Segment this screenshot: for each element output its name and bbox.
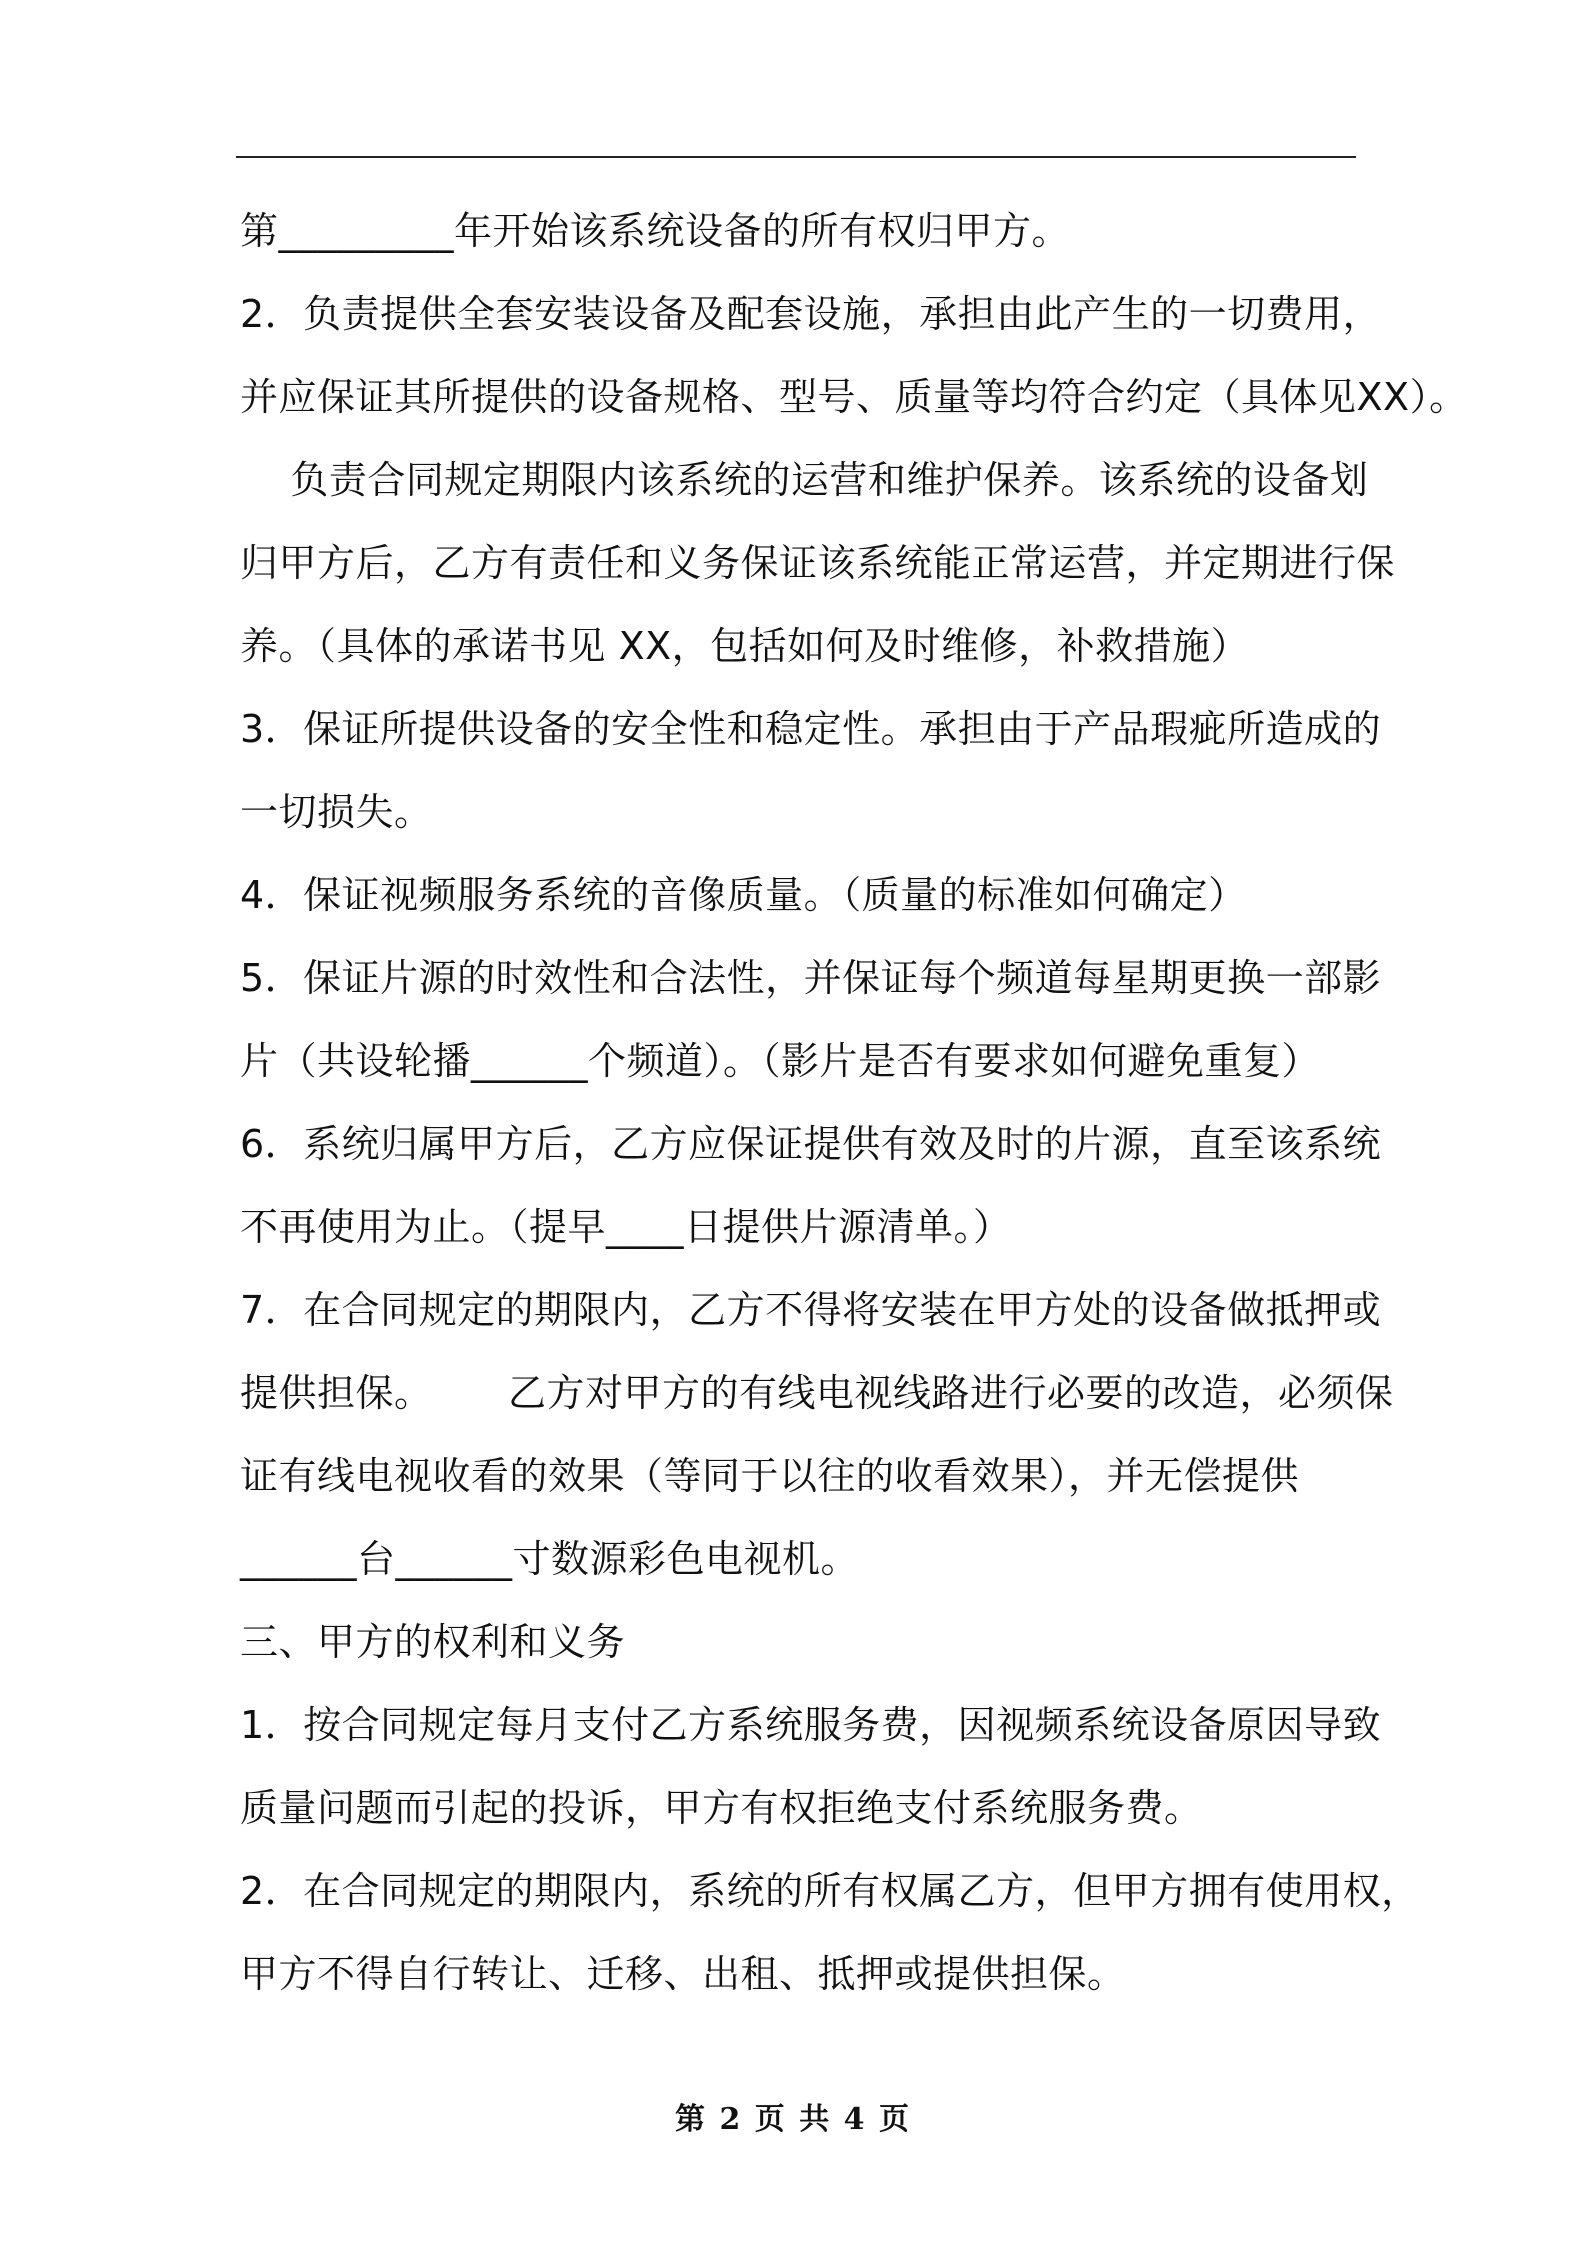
text-line: 归甲方后，乙方有责任和义务保证该系统能正常运营，并定期进行保 <box>240 541 1396 585</box>
text-line: 7．在合同规定的期限内，乙方不得将安装在甲方处的设备做抵押或 <box>240 1288 1382 1332</box>
text-line: 2．负责提供全套安装设备及配套设施，承担由此产生的一切费用， <box>240 292 1382 336</box>
text-line: 一切损失。 <box>240 790 433 834</box>
text-line: 提供担保。 乙方对甲方的有线电视线路进行必要的改造，必须保 <box>240 1371 1394 1415</box>
text-line: 养。（具体的承诺书见 XX，包括如何及时维修，补救措施） <box>240 624 1250 668</box>
text-line: 证有线电视收看的效果（等同于以往的收看效果），并无偿提供 <box>240 1454 1300 1498</box>
text-line: 质量问题而引起的投诉，甲方有权拒绝支付系统服务费。 <box>240 1786 1203 1830</box>
text-line: 不再使用为止。（提早____日提供片源清单。） <box>240 1205 1012 1249</box>
text-line: 5．保证片源的时效性和合法性，并保证每个频道每星期更换一部影 <box>240 956 1382 1000</box>
section-heading: 三、甲方的权利和义务 <box>240 1620 626 1664</box>
text-line: ______台______寸数源彩色电视机。 <box>240 1537 860 1581</box>
text-line: 3．保证所提供设备的安全性和稳定性。承担由于产品瑕疵所造成的 <box>240 707 1382 751</box>
text-line: 第_________年开始该系统设备的所有权归甲方。 <box>240 209 1071 253</box>
page-number: 第 2 页 共 4 页 <box>675 2102 911 2137</box>
text-line: 并应保证其所提供的设备规格、型号、质量等均符合约定（具体见XX）。 <box>240 375 1468 419</box>
document-body <box>240 190 1468 2016</box>
header-rule <box>236 156 1356 158</box>
text-line: 1．按合同规定每月支付乙方系统服务费，因视频系统设备原因导致 <box>240 1703 1382 1747</box>
text-line: 6．系统归属甲方后，乙方应保证提供有效及时的片源，直至该系统 <box>240 1122 1382 1166</box>
text-line: 片（共设轮播______个频道）。（影片是否有要求如何避免重复） <box>240 1039 1321 1083</box>
text-line: 甲方不得自行转让、迁移、出租、抵押或提供担保。 <box>240 1952 1126 1996</box>
text-line: 2．在合同规定的期限内，系统的所有权属乙方，但甲方拥有使用权， <box>240 1869 1420 1913</box>
text-line: 4．保证视频服务系统的音像质量。（质量的标准如何确定） <box>240 873 1247 917</box>
text-line: 负责合同规定期限内该系统的运营和维护保养。该系统的设备划 <box>240 458 1369 502</box>
